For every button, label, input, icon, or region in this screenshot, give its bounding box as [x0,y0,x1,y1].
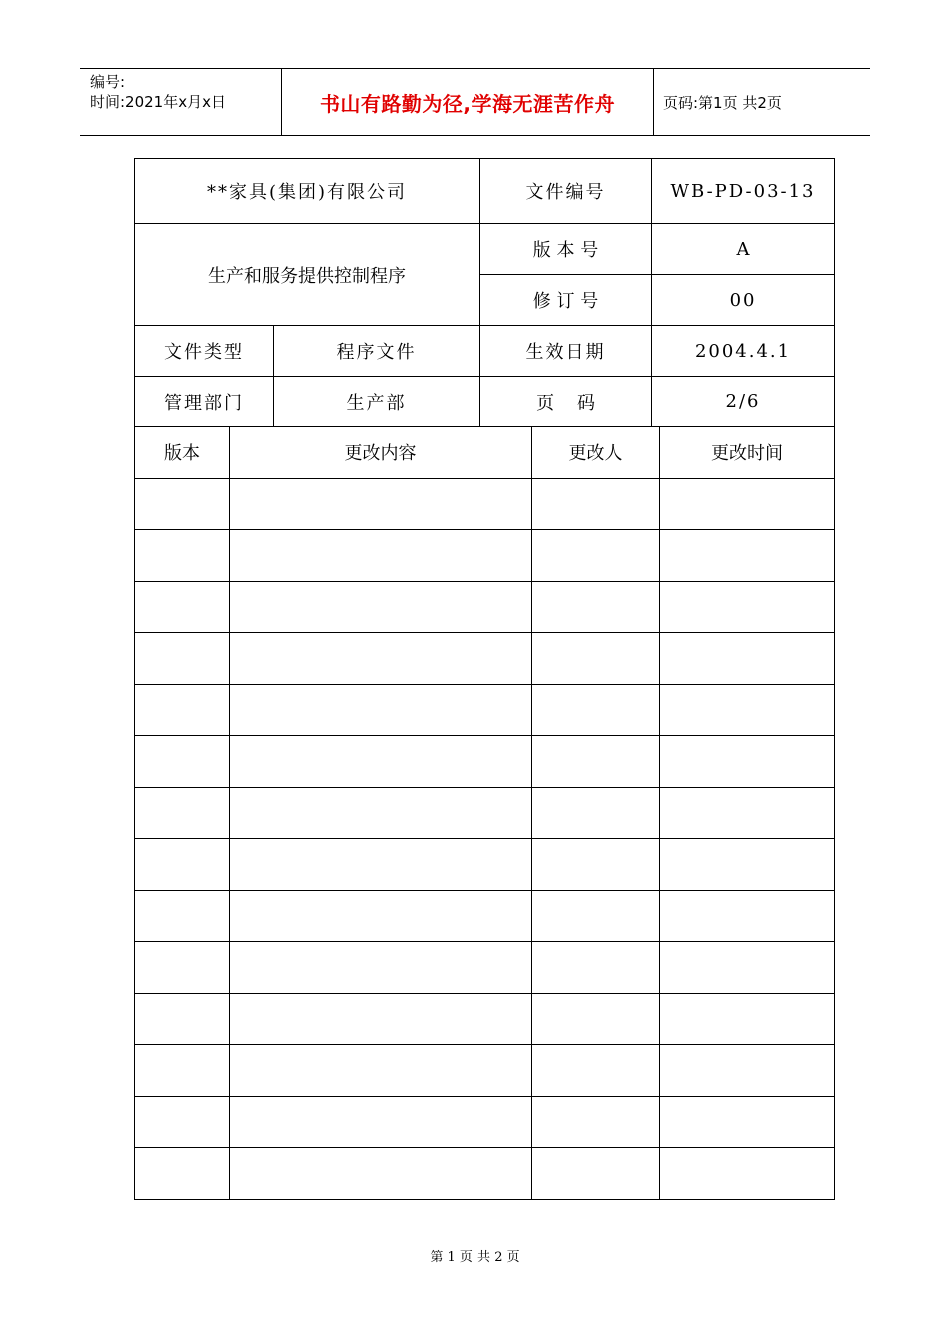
person-cell [532,1096,660,1148]
content-cell [230,581,532,633]
table-row [135,478,835,530]
time-cell [660,1096,835,1148]
document-control-table [134,158,834,1197]
time-cell [660,1045,835,1097]
table-row [135,787,835,839]
header-page: 页码:第1页 共2页 [663,93,782,112]
time-cell [660,581,835,633]
time-cell [660,478,835,530]
page-label: 页 码 [480,377,652,427]
version-cell [135,1096,230,1148]
table-row [135,890,835,942]
table-row [135,633,835,685]
table-row [135,736,835,788]
content-cell [230,1045,532,1097]
person-cell [532,684,660,736]
page-footer: 第 1 页 共 2 页 [430,1250,520,1265]
type-label: 文件类型 [135,326,274,377]
person-cell [532,633,660,685]
col-header-content: 更改内容 [230,427,532,478]
time-cell [660,633,835,685]
page-header [80,68,870,136]
type-value: 程序文件 [274,326,480,377]
header-time: 时间:2021年x月x日 [90,93,226,111]
content-cell [230,942,532,994]
file-no-label: 文件编号 [480,159,652,224]
version-cell [135,993,230,1045]
version-cell [135,1148,230,1200]
table-row [135,993,835,1045]
time-cell [660,1148,835,1200]
version-cell [135,1045,230,1097]
person-cell [532,839,660,891]
version-cell [135,942,230,994]
person-cell [532,581,660,633]
content-cell [230,530,532,582]
time-cell [660,839,835,891]
person-cell [532,530,660,582]
content-cell [230,1096,532,1148]
table-row [135,942,835,994]
version-value: A [652,224,835,275]
version-cell [135,890,230,942]
time-cell [660,942,835,994]
time-cell [660,890,835,942]
time-cell [660,684,835,736]
dept-value: 生产部 [274,377,480,427]
version-cell [135,736,230,788]
person-cell [532,787,660,839]
person-cell [532,1148,660,1200]
person-cell [532,993,660,1045]
table-row [135,684,835,736]
dept-label: 管理部门 [135,377,274,427]
col-header-version: 版本 [135,427,230,478]
col-header-time: 更改时间 [660,427,835,478]
person-cell [532,736,660,788]
effective-label: 生效日期 [480,326,652,377]
header-motto: 书山有路勤为径,学海无涯苦作舟 [281,69,654,135]
content-cell [230,736,532,788]
change-log-table [134,427,835,1200]
version-cell [135,839,230,891]
revision-value: 00 [652,275,835,326]
header-meta [80,69,281,135]
version-cell [135,787,230,839]
content-cell [230,839,532,891]
time-cell [660,530,835,582]
version-cell [135,684,230,736]
company-name: **家具(集团)有限公司 [135,159,480,224]
table-row [135,839,835,891]
table-row [135,581,835,633]
person-cell [532,478,660,530]
page-value: 2/6 [652,377,835,427]
time-cell [660,993,835,1045]
content-cell [230,1148,532,1200]
person-cell [532,942,660,994]
content-cell [230,787,532,839]
content-cell [230,478,532,530]
header-number: 编号: [90,73,126,91]
version-cell [135,633,230,685]
time-cell [660,736,835,788]
version-cell [135,478,230,530]
document-title: 生产和服务提供控制程序 [135,224,480,326]
person-cell [532,890,660,942]
time-cell [660,787,835,839]
change-log-header-row [135,427,835,478]
info-table [134,158,835,427]
version-cell [135,581,230,633]
col-header-person: 更改人 [532,427,660,478]
table-row [135,1045,835,1097]
version-cell [135,530,230,582]
person-cell [532,1045,660,1097]
content-cell [230,633,532,685]
change-log-body [135,478,835,1199]
effective-value: 2004.4.1 [652,326,835,377]
table-row [135,530,835,582]
table-row [135,1148,835,1200]
file-no: WB-PD-03-13 [652,159,835,224]
table-row [135,1096,835,1148]
version-label: 版 本 号 [480,224,652,275]
content-cell [230,684,532,736]
revision-label: 修 订 号 [480,275,652,326]
content-cell [230,993,532,1045]
content-cell [230,890,532,942]
